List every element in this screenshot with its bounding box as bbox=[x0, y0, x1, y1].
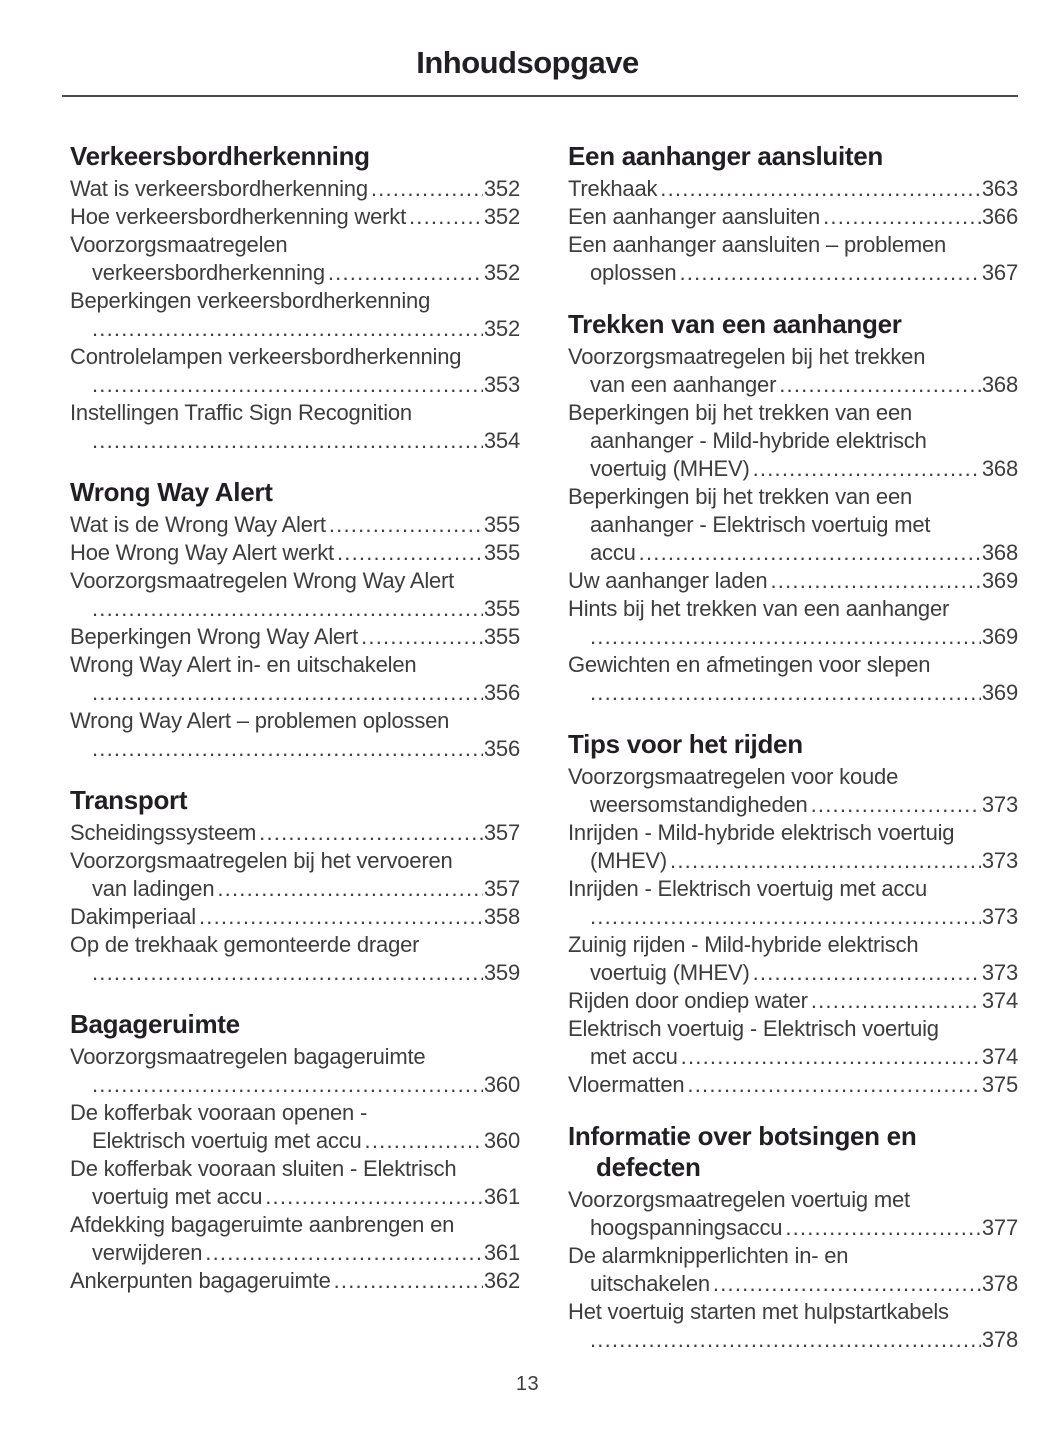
dot-leader bbox=[361, 623, 483, 651]
entry-dotline bbox=[568, 679, 1018, 707]
toc-entry bbox=[568, 175, 1018, 203]
entry-dotline bbox=[70, 539, 520, 567]
entry-page-number: 357 bbox=[483, 876, 520, 901]
dot-leader bbox=[753, 959, 981, 987]
entry-label: Uw aanhanger laden bbox=[568, 568, 768, 593]
entry-dotline bbox=[568, 1071, 1018, 1099]
entry-dotline bbox=[568, 903, 1018, 931]
toc-entry bbox=[70, 1043, 520, 1099]
entry-dotline bbox=[568, 203, 1018, 231]
entry-label: weersomstandigheden bbox=[590, 792, 808, 817]
entry-label: uitschakelen bbox=[590, 1271, 710, 1296]
dot-leader bbox=[92, 595, 483, 623]
dot-leader bbox=[205, 1239, 483, 1267]
entry-label: accu bbox=[590, 540, 636, 565]
entry-line: Afdekking bagageruimte aanbrengen en bbox=[70, 1212, 455, 1237]
entry-page-number: 362 bbox=[483, 1268, 520, 1293]
entry-dotline bbox=[70, 259, 520, 287]
toc-section bbox=[568, 729, 1018, 1099]
entry-page-number: 361 bbox=[483, 1184, 520, 1209]
entry-page-number: 355 bbox=[483, 596, 520, 621]
section-title bbox=[568, 309, 1018, 340]
entry-dotline bbox=[568, 959, 1018, 987]
entry-dotline bbox=[568, 1214, 1018, 1242]
entry-page-number: 373 bbox=[981, 848, 1018, 873]
dot-leader bbox=[679, 259, 980, 287]
toc-entry bbox=[568, 931, 1018, 987]
entry-page-number: 367 bbox=[981, 260, 1018, 285]
entry-line: De kofferbak vooraan openen - bbox=[70, 1100, 368, 1125]
section-title-line: Tips voor het rijden bbox=[568, 729, 803, 759]
dot-leader bbox=[92, 315, 483, 343]
entry-dotline bbox=[70, 1239, 520, 1267]
toc-entry bbox=[70, 847, 520, 903]
entry-dotline bbox=[70, 427, 520, 455]
entry-label: oplossen bbox=[590, 260, 677, 285]
toc-entry bbox=[70, 1099, 520, 1155]
toc-section bbox=[70, 477, 520, 763]
toc-entry bbox=[568, 203, 1018, 231]
section-title bbox=[70, 141, 520, 172]
toc-entry bbox=[70, 1267, 520, 1295]
entry-dotline bbox=[70, 623, 520, 651]
dot-leader bbox=[811, 791, 981, 819]
entry-line: Voorzorgsmaatregelen voertuig met bbox=[568, 1187, 910, 1212]
toc-entry bbox=[568, 595, 1018, 651]
entry-dotline bbox=[568, 539, 1018, 567]
entry-line: Beperkingen bij het trekken van een bbox=[568, 484, 913, 509]
entry-line: Inrijden - Elektrisch voertuig met accu bbox=[568, 876, 928, 901]
section-title-line: Wrong Way Alert bbox=[70, 477, 273, 507]
entry-line: Voorzorgsmaatregelen bij het trekken bbox=[568, 344, 926, 369]
toc-entry bbox=[70, 707, 520, 763]
entry-page-number: 375 bbox=[981, 1072, 1018, 1097]
dot-leader bbox=[409, 203, 483, 231]
toc-section bbox=[70, 141, 520, 455]
dot-leader bbox=[590, 623, 981, 651]
toc-entry bbox=[70, 567, 520, 623]
dot-leader bbox=[334, 1267, 483, 1295]
entry-page-number: 374 bbox=[981, 988, 1018, 1013]
entry-dotline bbox=[568, 259, 1018, 287]
dot-leader bbox=[92, 1071, 483, 1099]
entry-page-number: 355 bbox=[483, 624, 520, 649]
entry-dotline bbox=[70, 959, 520, 987]
toc-entry bbox=[70, 819, 520, 847]
entry-label: van ladingen bbox=[92, 876, 215, 901]
toc-section bbox=[568, 1121, 1018, 1354]
entry-label: voertuig (MHEV) bbox=[590, 456, 750, 481]
dot-leader bbox=[92, 371, 483, 399]
entry-label: van een aanhanger bbox=[590, 372, 777, 397]
entry-label: voertuig (MHEV) bbox=[590, 960, 750, 985]
entry-page-number: 352 bbox=[483, 176, 520, 201]
dot-leader bbox=[259, 819, 483, 847]
entry-label: Wat is de Wrong Way Alert bbox=[70, 512, 326, 537]
section-title bbox=[70, 1009, 520, 1040]
entry-dotline bbox=[70, 203, 520, 231]
entry-page-number: 369 bbox=[981, 568, 1018, 593]
toc-entry bbox=[568, 763, 1018, 819]
toc-section bbox=[70, 785, 520, 987]
entry-label: (MHEV) bbox=[590, 848, 668, 873]
entry-label: Vloermatten bbox=[568, 1072, 685, 1097]
entry-label: met accu bbox=[590, 1044, 678, 1069]
toc-column-left bbox=[70, 141, 520, 1354]
toc-section bbox=[568, 309, 1018, 707]
entry-dotline bbox=[70, 679, 520, 707]
entry-page-number: 366 bbox=[981, 204, 1018, 229]
entry-line: Beperkingen verkeersbordherkenning bbox=[70, 288, 431, 313]
entry-dotline bbox=[70, 1267, 520, 1295]
entry-label: Ankerpunten bagageruimte bbox=[70, 1268, 331, 1293]
entry-dotline bbox=[70, 903, 520, 931]
toc-entry bbox=[568, 483, 1018, 567]
dot-leader bbox=[337, 539, 483, 567]
dot-leader bbox=[590, 1326, 981, 1354]
toc-entry bbox=[70, 203, 520, 231]
entry-page-number: 373 bbox=[981, 904, 1018, 929]
entry-line: De alarmknipperlichten in- en bbox=[568, 1243, 849, 1268]
toc-entry bbox=[70, 539, 520, 567]
entry-line: Beperkingen bij het trekken van een bbox=[568, 400, 913, 425]
dot-leader bbox=[639, 539, 981, 567]
toc-section bbox=[568, 141, 1018, 287]
entry-dotline bbox=[568, 987, 1018, 1015]
entry-line: Voorzorgsmaatregelen bbox=[70, 232, 288, 257]
entry-label: Wat is verkeersbordherkenning bbox=[70, 176, 368, 201]
page-number: 13 bbox=[515, 1373, 540, 1395]
toc-entry bbox=[568, 987, 1018, 1015]
section-title bbox=[568, 729, 1018, 760]
dot-leader bbox=[92, 427, 483, 455]
toc-section bbox=[70, 1009, 520, 1295]
entry-dotline bbox=[568, 567, 1018, 595]
entry-dotline bbox=[70, 819, 520, 847]
entry-line: Voorzorgsmaatregelen Wrong Way Alert bbox=[70, 568, 455, 593]
dot-leader bbox=[681, 1043, 981, 1071]
entry-label: Scheidingssysteem bbox=[70, 820, 257, 845]
toc-entry bbox=[70, 931, 520, 987]
page-title: Inhoudsopgave bbox=[416, 45, 639, 80]
dot-leader bbox=[92, 735, 483, 763]
entry-label: Beperkingen Wrong Way Alert bbox=[70, 624, 359, 649]
entry-page-number: 356 bbox=[483, 680, 520, 705]
dot-leader bbox=[823, 203, 981, 231]
section-title bbox=[568, 1121, 1018, 1183]
entry-line: aanhanger - Elektrisch voertuig met bbox=[590, 512, 931, 537]
entry-label: hoogspanningsaccu bbox=[590, 1215, 783, 1240]
entry-line: Voorzorgsmaatregelen bagageruimte bbox=[70, 1044, 426, 1069]
dot-leader bbox=[660, 175, 981, 203]
entry-line: De kofferbak vooraan sluiten - Elektrisch bbox=[70, 1156, 457, 1181]
entry-dotline bbox=[70, 315, 520, 343]
entry-label: Dakimperiaal bbox=[70, 904, 196, 929]
entry-page-number: 378 bbox=[981, 1327, 1018, 1352]
toc-entry bbox=[70, 903, 520, 931]
entry-line: Voorzorgsmaatregelen voor koude bbox=[568, 764, 899, 789]
entry-page-number: 369 bbox=[981, 680, 1018, 705]
entry-page-number: 358 bbox=[483, 904, 520, 929]
toc-entry bbox=[70, 399, 520, 455]
dot-leader bbox=[785, 1214, 981, 1242]
entry-dotline bbox=[568, 791, 1018, 819]
entry-dotline bbox=[70, 735, 520, 763]
section-title-line: defecten bbox=[596, 1152, 701, 1182]
toc-entry bbox=[70, 1211, 520, 1267]
entry-page-number: 373 bbox=[981, 792, 1018, 817]
dot-leader bbox=[329, 511, 483, 539]
entry-dotline bbox=[568, 623, 1018, 651]
entry-dotline bbox=[568, 455, 1018, 483]
entry-page-number: 361 bbox=[483, 1240, 520, 1265]
toc-entry bbox=[568, 1071, 1018, 1099]
dot-leader bbox=[753, 455, 981, 483]
toc-entry bbox=[568, 651, 1018, 707]
entry-dotline bbox=[568, 1326, 1018, 1354]
dot-leader bbox=[217, 875, 483, 903]
toc-entry bbox=[568, 1298, 1018, 1354]
section-title-line: Transport bbox=[70, 785, 188, 815]
entry-line: Elektrisch voertuig - Elektrisch voertuig bbox=[568, 1016, 939, 1041]
entry-label: Rijden door ondiep water bbox=[568, 988, 808, 1013]
dot-leader bbox=[590, 903, 981, 931]
toc-entry bbox=[70, 175, 520, 203]
dot-leader bbox=[199, 903, 483, 931]
entry-page-number: 353 bbox=[483, 372, 520, 397]
entry-dotline bbox=[568, 1270, 1018, 1298]
entry-dotline bbox=[70, 875, 520, 903]
section-title-line: Verkeersbordherkenning bbox=[70, 141, 370, 171]
entry-line: Het voertuig starten met hulpstartkabels bbox=[568, 1299, 949, 1324]
dot-leader bbox=[365, 1127, 483, 1155]
toc-columns bbox=[70, 141, 1055, 1354]
entry-dotline bbox=[70, 175, 520, 203]
dot-leader bbox=[328, 259, 483, 287]
entry-line: aanhanger - Mild-hybride elektrisch bbox=[590, 428, 927, 453]
toc-entry bbox=[568, 567, 1018, 595]
section-title-line: Informatie over botsingen en bbox=[568, 1121, 917, 1151]
entry-line: Gewichten en afmetingen voor slepen bbox=[568, 652, 931, 677]
entry-line: Wrong Way Alert – problemen oplossen bbox=[70, 708, 450, 733]
entry-dotline bbox=[70, 595, 520, 623]
entry-line: Hints bij het trekken van een aanhanger bbox=[568, 596, 950, 621]
entry-dotline bbox=[70, 1071, 520, 1099]
section-title bbox=[70, 477, 520, 508]
entry-page-number: 377 bbox=[981, 1215, 1018, 1240]
dot-leader bbox=[265, 1183, 483, 1211]
entry-line: Op de trekhaak gemonteerde drager bbox=[70, 932, 420, 957]
entry-page-number: 369 bbox=[981, 624, 1018, 649]
toc-entry bbox=[568, 343, 1018, 399]
dot-leader bbox=[811, 987, 981, 1015]
entry-page-number: 368 bbox=[981, 456, 1018, 481]
entry-line: Inrijden - Mild-hybride elektrisch voertuig bbox=[568, 820, 955, 845]
entry-page-number: 360 bbox=[483, 1072, 520, 1097]
entry-dotline bbox=[70, 511, 520, 539]
toc-entry bbox=[568, 875, 1018, 931]
toc-entry bbox=[70, 651, 520, 707]
entry-page-number: 363 bbox=[981, 176, 1018, 201]
entry-page-number: 360 bbox=[483, 1128, 520, 1153]
entry-line: Een aanhanger aansluiten – problemen bbox=[568, 232, 947, 257]
entry-page-number: 368 bbox=[981, 372, 1018, 397]
entry-label: voertuig met accu bbox=[92, 1184, 263, 1209]
entry-label: Een aanhanger aansluiten bbox=[568, 204, 821, 229]
section-title-line: Bagageruimte bbox=[70, 1009, 240, 1039]
dot-leader bbox=[371, 175, 483, 203]
toc-entry bbox=[568, 1186, 1018, 1242]
entry-page-number: 374 bbox=[981, 1044, 1018, 1069]
toc-entry bbox=[70, 1155, 520, 1211]
dot-leader bbox=[92, 959, 483, 987]
entry-page-number: 378 bbox=[981, 1271, 1018, 1296]
entry-page-number: 352 bbox=[483, 204, 520, 229]
entry-page-number: 354 bbox=[483, 428, 520, 453]
title-divider bbox=[62, 95, 1018, 97]
entry-dotline bbox=[70, 371, 520, 399]
entry-line: Voorzorgsmaatregelen bij het vervoeren bbox=[70, 848, 453, 873]
entry-page-number: 352 bbox=[483, 316, 520, 341]
entry-page-number: 373 bbox=[981, 960, 1018, 985]
entry-label: Elektrisch voertuig met accu bbox=[92, 1128, 362, 1153]
toc-entry bbox=[70, 231, 520, 287]
entry-page-number: 352 bbox=[483, 260, 520, 285]
entry-dotline bbox=[568, 1043, 1018, 1071]
section-title-line: Een aanhanger aansluiten bbox=[568, 141, 884, 171]
entry-page-number: 359 bbox=[483, 960, 520, 985]
entry-dotline bbox=[568, 175, 1018, 203]
section-title-line: Trekken van een aanhanger bbox=[568, 309, 902, 339]
entry-page-number: 355 bbox=[483, 540, 520, 565]
entry-label: Hoe Wrong Way Alert werkt bbox=[70, 540, 334, 565]
entry-page-number: 355 bbox=[483, 512, 520, 537]
dot-leader bbox=[770, 567, 980, 595]
entry-dotline bbox=[70, 1127, 520, 1155]
entry-line: Wrong Way Alert in- en uitschakelen bbox=[70, 652, 417, 677]
entry-label: verwijderen bbox=[92, 1240, 203, 1265]
toc-entry bbox=[568, 231, 1018, 287]
dot-leader bbox=[713, 1270, 981, 1298]
dot-leader bbox=[670, 847, 981, 875]
entry-line: Zuinig rijden - Mild-hybride elektrisch bbox=[568, 932, 919, 957]
entry-page-number: 356 bbox=[483, 736, 520, 761]
toc-entry bbox=[568, 819, 1018, 875]
entry-label: Hoe verkeersbordherkenning werkt bbox=[70, 204, 406, 229]
toc-entry bbox=[568, 1015, 1018, 1071]
toc-entry bbox=[70, 511, 520, 539]
entry-line: Controlelampen verkeersbordherkenning bbox=[70, 344, 462, 369]
toc-column-right bbox=[568, 141, 1018, 1354]
entry-label: verkeersbordherkenning bbox=[92, 260, 325, 285]
entry-line: Instellingen Traffic Sign Recognition bbox=[70, 400, 412, 425]
entry-page-number: 357 bbox=[483, 820, 520, 845]
toc-entry bbox=[568, 1242, 1018, 1298]
entry-dotline bbox=[70, 1183, 520, 1211]
toc-entry bbox=[70, 287, 520, 343]
entry-page-number: 368 bbox=[981, 540, 1018, 565]
section-title bbox=[70, 785, 520, 816]
dot-leader bbox=[687, 1071, 980, 1099]
toc-entry bbox=[70, 623, 520, 651]
dot-leader bbox=[779, 371, 981, 399]
dot-leader bbox=[590, 679, 981, 707]
dot-leader bbox=[92, 679, 483, 707]
toc-entry bbox=[568, 399, 1018, 483]
entry-dotline bbox=[568, 371, 1018, 399]
section-title bbox=[568, 141, 1018, 172]
entry-dotline bbox=[568, 847, 1018, 875]
entry-label: Trekhaak bbox=[568, 176, 658, 201]
toc-entry bbox=[70, 343, 520, 399]
